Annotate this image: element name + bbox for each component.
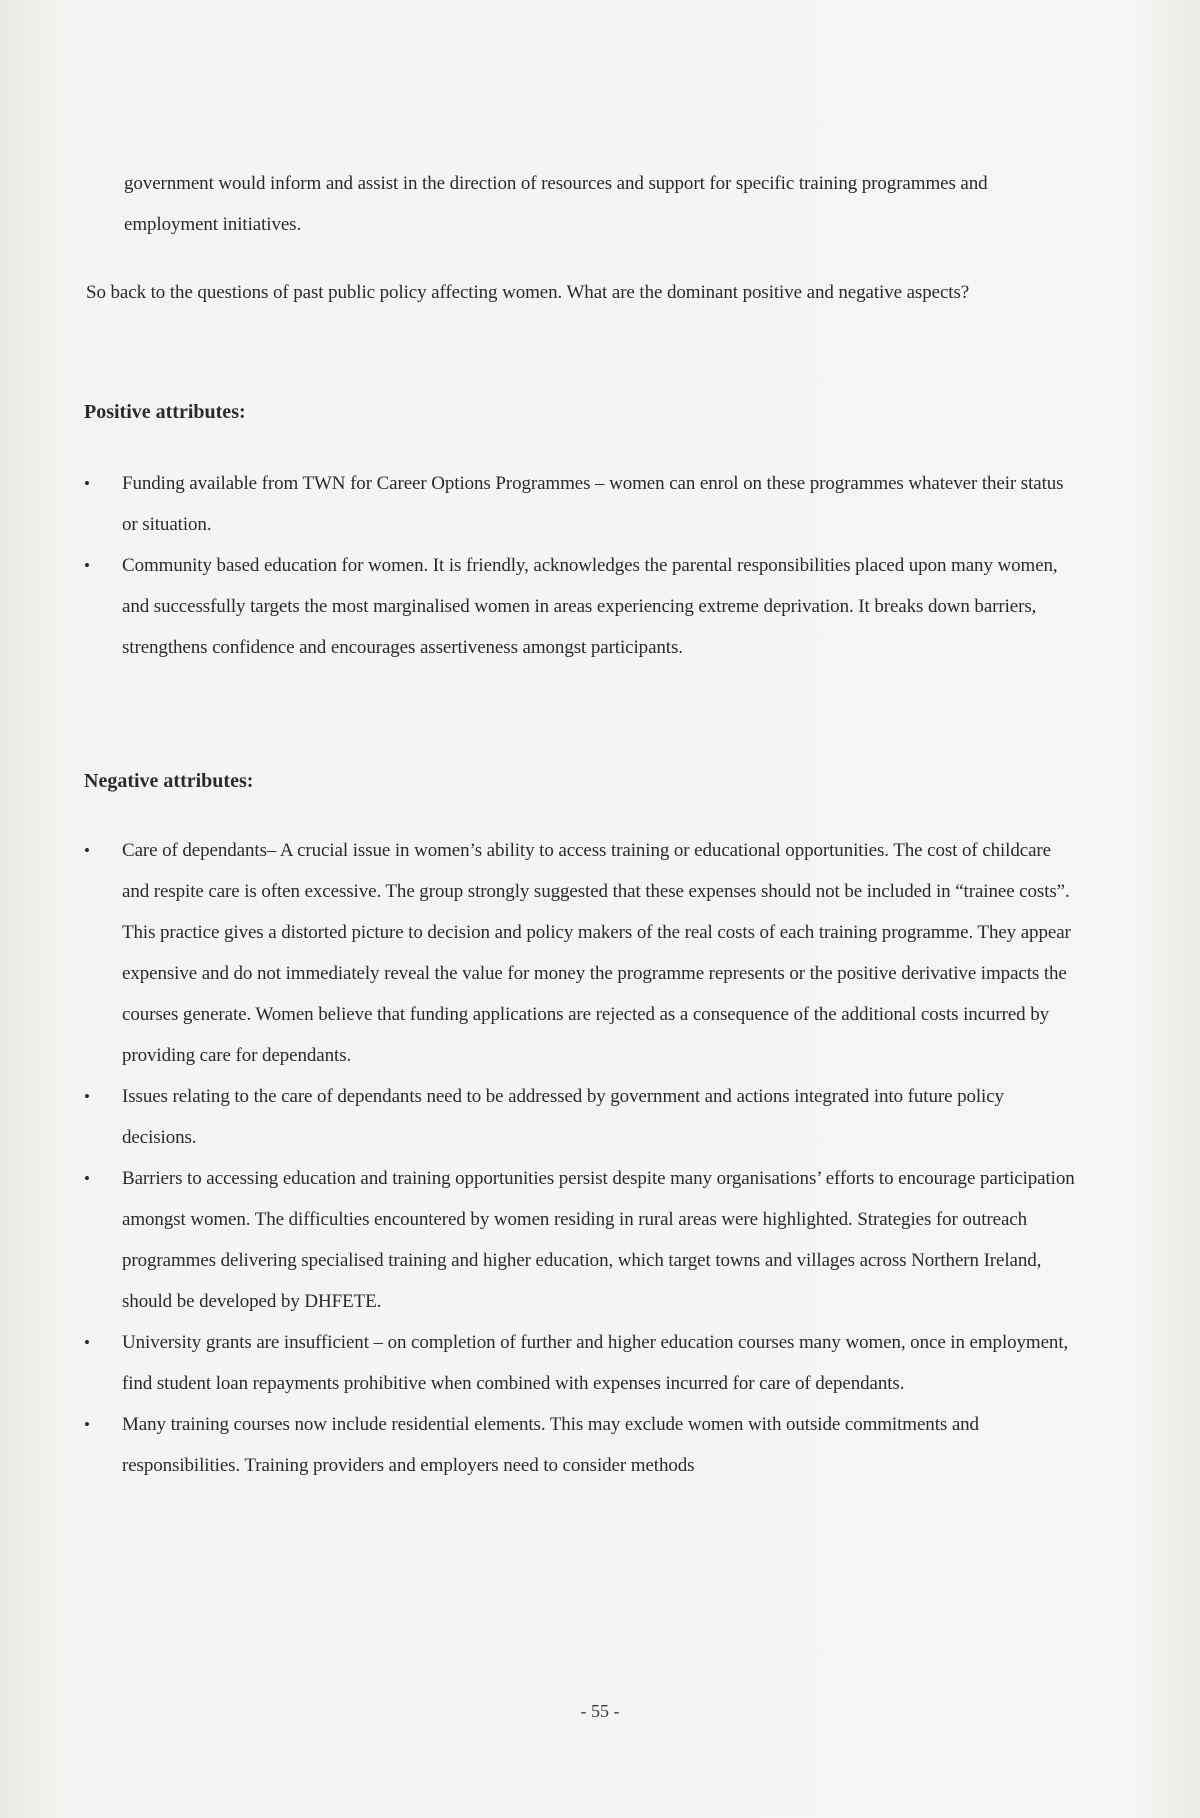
bullet-icon: • bbox=[84, 1415, 90, 1434]
list-item-text: Community based education for women. It is friendly, acknowledges the parental responsibilities placed upon many women, and successfully targets the most marginalised women in areas experiencing extreme deprivation. It breaks down barriers, strengthens confidence and encourages assertiveness amongst participants. bbox=[122, 555, 1058, 658]
list-item-text: Funding available from TWN for Career Options Programmes – women can enrol on these programmes whatever their status or situation. bbox=[122, 473, 1064, 535]
positive-attributes-heading: Positive attributes: bbox=[84, 401, 246, 423]
continuation-paragraph: government would inform and assist in the direction of resources and support for specific training programmes and employment initiatives. bbox=[124, 173, 988, 235]
bullet-icon: • bbox=[84, 474, 90, 493]
list-item bbox=[84, 463, 1076, 545]
list-item-text: University grants are insufficient – on completion of further and higher education courses many women, once in employment, find student loan repayments prohibitive when combined with expenses incurred for care of dependants. bbox=[122, 1332, 1069, 1394]
list-item bbox=[84, 830, 1076, 1076]
bullet-icon: • bbox=[84, 1333, 90, 1352]
negative-attributes-list bbox=[84, 830, 1076, 1486]
bullet-icon: • bbox=[84, 556, 90, 575]
list-item-text: Issues relating to the care of dependants need to be addressed by government and actions integrated into future policy decisions. bbox=[122, 1086, 1004, 1148]
list-item bbox=[84, 1404, 1076, 1486]
bullet-icon: • bbox=[84, 841, 90, 860]
list-item bbox=[84, 1322, 1076, 1404]
list-item bbox=[84, 545, 1076, 668]
list-item bbox=[84, 1158, 1076, 1322]
intro-paragraph: So back to the questions of past public policy affecting women. What are the dominant positive and negative aspects? bbox=[86, 282, 970, 303]
positive-attributes-list bbox=[84, 463, 1076, 668]
bullet-icon: • bbox=[84, 1087, 90, 1106]
list-item-text: Care of dependants– A crucial issue in women’s ability to access training or educational opportunities. The cost of childcare and respite care is often excessive. The group strongly suggested that these expenses should not be included in “trainee costs”. This practice gives a distorted picture to decision and policy makers of the real costs of each training programme. They appear expensive and do not immediately reveal the value for money the programme represents or the positive derivative impacts the courses generate. Women believe that funding applications are rejected as a consequence of the additional costs incurred by providing care for dependants. bbox=[122, 840, 1071, 1066]
negative-attributes-heading: Negative attributes: bbox=[84, 770, 254, 792]
page-number: - 55 - bbox=[580, 1701, 620, 1721]
list-item-text: Many training courses now include residential elements. This may exclude women with outside commitments and responsibilities. Training providers and employers need to consider methods bbox=[122, 1414, 979, 1476]
list-item bbox=[84, 1076, 1076, 1158]
bullet-icon: • bbox=[84, 1169, 90, 1188]
list-item-text: Barriers to accessing education and training opportunities persist despite many organisations’ efforts to encourage participation amongst women. The difficulties encountered by women residing in rural areas were highlighted. Strategies for outreach programmes delivering specialised training and higher education, which target towns and villages across Northern Ireland, should be developed by DHFETE. bbox=[122, 1168, 1075, 1312]
